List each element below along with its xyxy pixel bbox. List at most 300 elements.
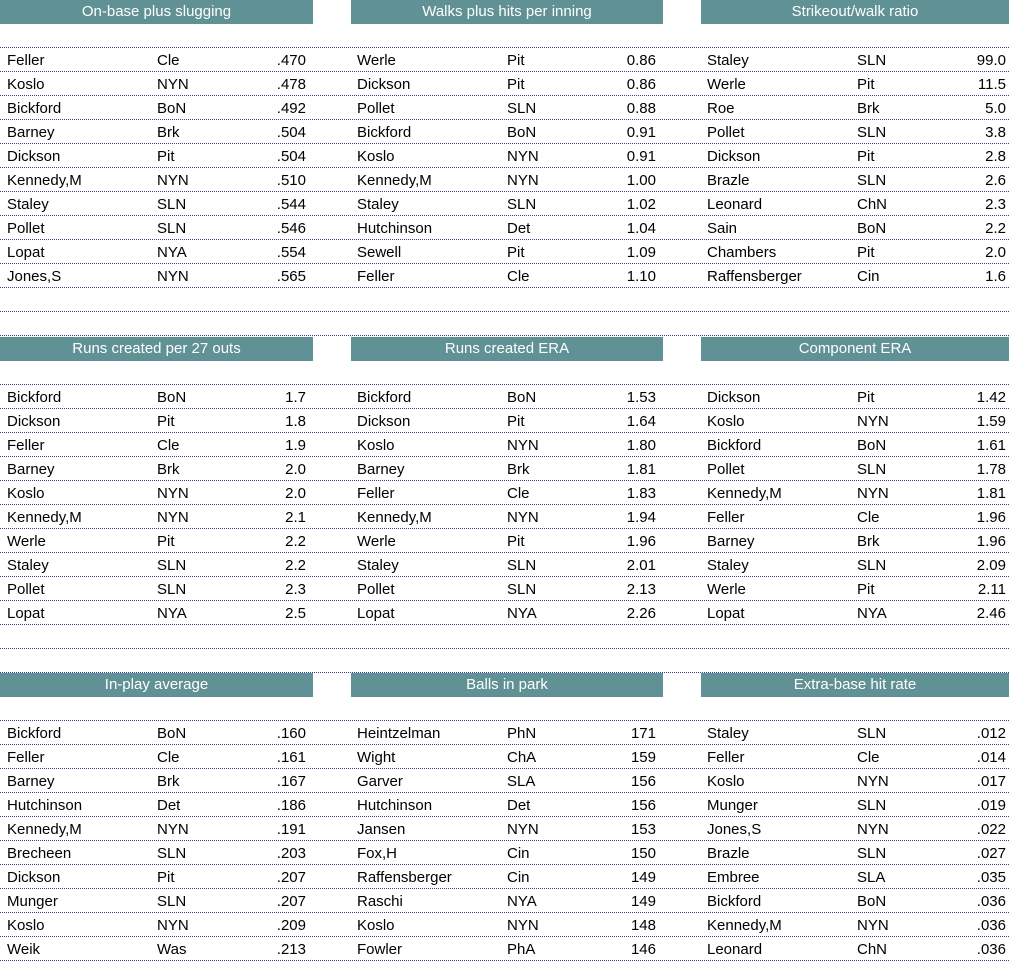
team-cell[interactable]: SLN <box>857 845 887 862</box>
player-name-cell[interactable]: Hutchinson <box>357 797 433 814</box>
stat-value-cell[interactable]: 1.9 <box>285 437 306 454</box>
player-name-cell[interactable]: Garver <box>357 773 403 790</box>
player-name-cell[interactable]: Koslo <box>7 76 45 93</box>
table-row[interactable] <box>0 745 1009 769</box>
team-cell[interactable]: Det <box>507 220 531 237</box>
team-cell[interactable]: SLN <box>157 220 187 237</box>
team-cell[interactable]: SLA <box>857 869 886 886</box>
table-row[interactable] <box>0 937 1009 961</box>
stat-value-cell[interactable]: 1.78 <box>976 461 1006 478</box>
team-cell[interactable]: BoN <box>857 437 887 454</box>
stat-value-cell[interactable]: .036 <box>976 917 1006 934</box>
team-cell[interactable]: NYN <box>857 485 889 502</box>
player-name-cell[interactable]: Jones,S <box>707 821 762 838</box>
player-name-cell[interactable]: Staley <box>7 196 49 213</box>
table-row[interactable] <box>0 240 1009 264</box>
player-name-cell[interactable]: Kennedy,M <box>7 509 82 526</box>
team-cell[interactable]: SLN <box>157 893 187 910</box>
table-row[interactable] <box>0 817 1009 841</box>
stat-value-cell[interactable]: 1.81 <box>626 461 656 478</box>
team-cell[interactable]: NYN <box>157 76 189 93</box>
player-name-cell[interactable]: Staley <box>7 557 49 574</box>
team-cell[interactable]: NYN <box>157 485 189 502</box>
stat-value-cell[interactable]: 149 <box>630 869 656 886</box>
player-name-cell[interactable]: Raffensberger <box>357 869 452 886</box>
player-name-cell[interactable]: Koslo <box>7 917 45 934</box>
player-name-cell[interactable]: Barney <box>7 461 55 478</box>
table-row[interactable] <box>0 577 1009 601</box>
team-cell[interactable]: SLN <box>857 725 887 742</box>
stat-value-cell[interactable]: 99.0 <box>976 52 1006 69</box>
blank-row[interactable] <box>0 288 1009 312</box>
stat-value-cell[interactable]: 2.11 <box>977 581 1006 598</box>
player-name-cell[interactable]: Embree <box>707 869 760 886</box>
stat-value-cell[interactable]: 2.3 <box>285 581 306 598</box>
stat-value-cell[interactable]: 2.0 <box>285 461 306 478</box>
table-row[interactable] <box>0 481 1009 505</box>
stat-value-cell[interactable]: 1.94 <box>626 509 656 526</box>
stat-value-cell[interactable]: 148 <box>630 917 656 934</box>
stat-value-cell[interactable]: .470 <box>276 52 306 69</box>
player-name-cell[interactable]: Bickford <box>707 893 762 910</box>
stat-value-cell[interactable]: 2.46 <box>976 605 1006 622</box>
player-name-cell[interactable]: Werle <box>707 581 746 598</box>
team-cell[interactable]: BoN <box>157 100 187 117</box>
player-name-cell[interactable]: Sewell <box>357 244 402 261</box>
category-header[interactable]: Runs created per 27 outs <box>0 337 313 361</box>
player-name-cell[interactable]: Pollet <box>7 220 45 237</box>
blank-row[interactable] <box>0 625 1009 649</box>
stat-value-cell[interactable]: 1.83 <box>626 485 656 502</box>
team-cell[interactable]: ChA <box>507 749 537 766</box>
stat-value-cell[interactable]: 149 <box>630 893 656 910</box>
team-cell[interactable]: NYN <box>857 821 889 838</box>
team-cell[interactable]: Brk <box>157 461 180 478</box>
team-cell[interactable]: Cin <box>507 869 530 886</box>
player-name-cell[interactable]: Bickford <box>7 100 62 117</box>
team-cell[interactable]: SLN <box>507 557 537 574</box>
team-cell[interactable]: Pit <box>157 869 175 886</box>
stat-value-cell[interactable]: 1.96 <box>626 533 656 550</box>
team-cell[interactable]: Cle <box>157 749 180 766</box>
player-name-cell[interactable]: Bickford <box>357 124 412 141</box>
player-name-cell[interactable]: Heintzelman <box>357 725 441 742</box>
player-name-cell[interactable]: Kennedy,M <box>7 821 82 838</box>
team-cell[interactable]: SLN <box>157 845 187 862</box>
stat-value-cell[interactable]: .036 <box>976 893 1006 910</box>
table-row[interactable] <box>0 913 1009 937</box>
team-cell[interactable]: NYA <box>157 605 187 622</box>
table-row[interactable] <box>0 529 1009 553</box>
table-row[interactable] <box>0 793 1009 817</box>
blank-row[interactable] <box>0 649 1009 673</box>
player-name-cell[interactable]: Fowler <box>357 941 403 958</box>
table-row[interactable] <box>0 385 1009 409</box>
player-name-cell[interactable]: Raschi <box>357 893 403 910</box>
team-cell[interactable]: SLN <box>857 124 887 141</box>
stat-value-cell[interactable]: 2.3 <box>985 196 1006 213</box>
team-cell[interactable]: Pit <box>857 581 875 598</box>
category-header[interactable]: Extra-base hit rate <box>701 673 1009 697</box>
player-name-cell[interactable]: Wight <box>357 749 396 766</box>
team-cell[interactable]: Cle <box>507 485 530 502</box>
player-name-cell[interactable]: Werle <box>707 76 746 93</box>
team-cell[interactable]: Brk <box>507 461 530 478</box>
player-name-cell[interactable]: Koslo <box>357 917 395 934</box>
player-name-cell[interactable]: Kennedy,M <box>7 172 82 189</box>
player-name-cell[interactable]: Feller <box>7 749 45 766</box>
team-cell[interactable]: Pit <box>507 76 525 93</box>
stat-value-cell[interactable]: .554 <box>276 244 306 261</box>
stat-value-cell[interactable]: .035 <box>976 869 1006 886</box>
stat-value-cell[interactable]: .167 <box>276 773 306 790</box>
stat-value-cell[interactable]: .565 <box>276 268 306 285</box>
team-cell[interactable]: BoN <box>857 893 887 910</box>
player-name-cell[interactable]: Koslo <box>707 413 745 430</box>
team-cell[interactable]: NYN <box>157 821 189 838</box>
player-name-cell[interactable]: Dickson <box>7 148 61 165</box>
stat-value-cell[interactable]: 0.91 <box>626 124 656 141</box>
player-name-cell[interactable]: Koslo <box>7 485 45 502</box>
stat-value-cell[interactable]: 159 <box>630 749 656 766</box>
team-cell[interactable]: NYN <box>507 437 539 454</box>
player-name-cell[interactable]: Werle <box>7 533 46 550</box>
stat-value-cell[interactable]: 2.09 <box>976 557 1006 574</box>
team-cell[interactable]: ChN <box>857 196 888 213</box>
team-cell[interactable]: NYN <box>507 172 539 189</box>
player-name-cell[interactable]: Kennedy,M <box>707 917 782 934</box>
stat-value-cell[interactable]: 2.01 <box>626 557 656 574</box>
stat-value-cell[interactable]: 1.04 <box>626 220 656 237</box>
team-cell[interactable]: Pit <box>857 244 875 261</box>
table-row[interactable] <box>0 457 1009 481</box>
team-cell[interactable]: SLN <box>157 557 187 574</box>
team-cell[interactable]: Brk <box>857 533 880 550</box>
stat-value-cell[interactable]: 0.91 <box>626 148 656 165</box>
player-name-cell[interactable]: Chambers <box>707 244 777 261</box>
stat-value-cell[interactable]: 1.8 <box>285 413 306 430</box>
stat-value-cell[interactable]: 1.02 <box>626 196 656 213</box>
player-name-cell[interactable]: Pollet <box>357 100 395 117</box>
team-cell[interactable]: Pit <box>157 533 175 550</box>
stat-value-cell[interactable]: 0.86 <box>626 76 656 93</box>
team-cell[interactable]: Cle <box>857 749 880 766</box>
stat-value-cell[interactable]: 2.6 <box>985 172 1006 189</box>
team-cell[interactable]: Pit <box>507 413 525 430</box>
team-cell[interactable]: NYN <box>507 509 539 526</box>
team-cell[interactable]: Pit <box>507 244 525 261</box>
team-cell[interactable]: Cle <box>157 437 180 454</box>
team-cell[interactable]: SLN <box>857 797 887 814</box>
stat-value-cell[interactable]: .036 <box>976 941 1006 958</box>
player-name-cell[interactable]: Fox,H <box>357 845 398 862</box>
team-cell[interactable]: Pit <box>507 52 525 69</box>
stat-value-cell[interactable]: 0.86 <box>626 52 656 69</box>
category-header[interactable]: Runs created ERA <box>351 337 663 361</box>
team-cell[interactable]: Cin <box>857 268 880 285</box>
team-cell[interactable]: NYA <box>507 605 537 622</box>
team-cell[interactable]: NYN <box>507 821 539 838</box>
team-cell[interactable]: NYN <box>507 148 539 165</box>
table-row[interactable] <box>0 505 1009 529</box>
stat-value-cell[interactable]: .022 <box>976 821 1006 838</box>
team-cell[interactable]: BoN <box>157 389 187 406</box>
player-name-cell[interactable]: Pollet <box>357 581 395 598</box>
team-cell[interactable]: Was <box>157 941 187 958</box>
player-name-cell[interactable]: Barney <box>7 773 55 790</box>
team-cell[interactable]: SLN <box>507 581 537 598</box>
player-name-cell[interactable]: Brazle <box>707 845 750 862</box>
player-name-cell[interactable]: Lopat <box>7 244 45 261</box>
team-cell[interactable]: NYN <box>157 509 189 526</box>
player-name-cell[interactable]: Staley <box>707 725 749 742</box>
stat-value-cell[interactable]: 2.26 <box>626 605 656 622</box>
team-cell[interactable]: Pit <box>507 533 525 550</box>
table-row[interactable] <box>0 433 1009 457</box>
stat-value-cell[interactable]: .504 <box>276 124 306 141</box>
player-name-cell[interactable]: Dickson <box>707 389 761 406</box>
table-row[interactable] <box>0 144 1009 168</box>
player-name-cell[interactable]: Lopat <box>7 605 45 622</box>
table-row[interactable] <box>0 889 1009 913</box>
player-name-cell[interactable]: Feller <box>707 509 745 526</box>
stat-value-cell[interactable]: .161 <box>276 749 306 766</box>
table-row[interactable] <box>0 120 1009 144</box>
team-cell[interactable]: SLN <box>507 100 537 117</box>
player-name-cell[interactable]: Bickford <box>7 725 62 742</box>
table-row[interactable] <box>0 865 1009 889</box>
stat-value-cell[interactable]: .186 <box>276 797 306 814</box>
player-name-cell[interactable]: Leonard <box>707 941 763 958</box>
stat-value-cell[interactable]: .160 <box>276 725 306 742</box>
team-cell[interactable]: Pit <box>157 413 175 430</box>
player-name-cell[interactable]: Dickson <box>357 76 411 93</box>
blank-row[interactable] <box>0 24 1009 48</box>
player-name-cell[interactable]: Feller <box>357 268 395 285</box>
team-cell[interactable]: Pit <box>857 148 875 165</box>
player-name-cell[interactable]: Kennedy,M <box>357 509 432 526</box>
stat-value-cell[interactable]: 156 <box>630 773 656 790</box>
team-cell[interactable]: Det <box>507 797 531 814</box>
player-name-cell[interactable]: Feller <box>7 437 45 454</box>
team-cell[interactable]: NYA <box>857 605 887 622</box>
stat-value-cell[interactable]: 5.0 <box>985 100 1006 117</box>
stat-value-cell[interactable]: .207 <box>276 893 306 910</box>
table-row[interactable] <box>0 721 1009 745</box>
table-row[interactable] <box>0 769 1009 793</box>
table-row[interactable] <box>0 96 1009 120</box>
player-name-cell[interactable]: Staley <box>357 196 399 213</box>
stat-value-cell[interactable]: 2.2 <box>285 533 306 550</box>
stat-value-cell[interactable]: .546 <box>276 220 306 237</box>
stat-value-cell[interactable]: .504 <box>276 148 306 165</box>
team-cell[interactable]: NYA <box>157 244 187 261</box>
team-cell[interactable]: SLN <box>857 172 887 189</box>
stat-value-cell[interactable]: .492 <box>276 100 306 117</box>
player-name-cell[interactable]: Brecheen <box>7 845 72 862</box>
team-cell[interactable]: Pit <box>857 389 875 406</box>
team-cell[interactable]: SLN <box>857 461 887 478</box>
stat-value-cell[interactable]: 171 <box>630 725 656 742</box>
stat-value-cell[interactable]: 2.0 <box>985 244 1006 261</box>
stat-value-cell[interactable]: 2.0 <box>285 485 306 502</box>
player-name-cell[interactable]: Staley <box>357 557 399 574</box>
player-name-cell[interactable]: Kennedy,M <box>707 485 782 502</box>
player-name-cell[interactable]: Pollet <box>707 461 745 478</box>
player-name-cell[interactable]: Bickford <box>357 389 412 406</box>
team-cell[interactable]: BoN <box>857 220 887 237</box>
stat-value-cell[interactable]: 1.09 <box>626 244 656 261</box>
stat-value-cell[interactable]: 2.5 <box>285 605 306 622</box>
stat-value-cell[interactable]: .207 <box>276 869 306 886</box>
stat-value-cell[interactable]: 2.2 <box>285 557 306 574</box>
team-cell[interactable]: BoN <box>507 124 537 141</box>
team-cell[interactable]: NYN <box>857 917 889 934</box>
stat-value-cell[interactable]: 1.00 <box>626 172 656 189</box>
player-name-cell[interactable]: Koslo <box>357 437 395 454</box>
table-row[interactable] <box>0 553 1009 577</box>
player-name-cell[interactable]: Roe <box>707 100 735 117</box>
team-cell[interactable]: SLA <box>507 773 536 790</box>
player-name-cell[interactable]: Lopat <box>357 605 395 622</box>
stat-value-cell[interactable]: .544 <box>276 196 306 213</box>
team-cell[interactable]: NYN <box>857 773 889 790</box>
player-name-cell[interactable]: Feller <box>357 485 395 502</box>
player-name-cell[interactable]: Dickson <box>7 413 61 430</box>
table-row[interactable] <box>0 601 1009 625</box>
stat-value-cell[interactable]: .019 <box>976 797 1006 814</box>
team-cell[interactable]: BoN <box>157 725 187 742</box>
stat-value-cell[interactable]: 1.80 <box>626 437 656 454</box>
table-row[interactable] <box>0 409 1009 433</box>
player-name-cell[interactable]: Weik <box>7 941 41 958</box>
stat-value-cell[interactable]: 156 <box>630 797 656 814</box>
category-header[interactable]: On-base plus slugging <box>0 0 313 24</box>
blank-row[interactable] <box>0 697 1009 721</box>
player-name-cell[interactable]: Hutchinson <box>7 797 83 814</box>
category-header[interactable]: Strikeout/walk ratio <box>701 0 1009 24</box>
stat-value-cell[interactable]: .027 <box>976 845 1006 862</box>
stat-value-cell[interactable]: .203 <box>276 845 306 862</box>
player-name-cell[interactable]: Raffensberger <box>707 268 802 285</box>
team-cell[interactable]: Cin <box>507 845 530 862</box>
table-row[interactable] <box>0 216 1009 240</box>
table-row[interactable] <box>0 192 1009 216</box>
team-cell[interactable]: BoN <box>507 389 537 406</box>
team-cell[interactable]: SLN <box>157 196 187 213</box>
player-name-cell[interactable]: Brazle <box>707 172 750 189</box>
table-row[interactable] <box>0 841 1009 865</box>
player-name-cell[interactable]: Munger <box>7 893 58 910</box>
player-name-cell[interactable]: Lopat <box>707 605 745 622</box>
player-name-cell[interactable]: Koslo <box>357 148 395 165</box>
stat-value-cell[interactable]: 1.96 <box>976 533 1006 550</box>
stat-value-cell[interactable]: 2.13 <box>626 581 656 598</box>
player-name-cell[interactable]: Bickford <box>7 389 62 406</box>
player-name-cell[interactable]: Barney <box>707 533 755 550</box>
player-name-cell[interactable]: Hutchinson <box>357 220 433 237</box>
player-name-cell[interactable]: Munger <box>707 797 758 814</box>
player-name-cell[interactable]: Bickford <box>707 437 762 454</box>
team-cell[interactable]: SLN <box>857 52 887 69</box>
stat-value-cell[interactable]: .191 <box>276 821 306 838</box>
player-name-cell[interactable]: Feller <box>7 52 45 69</box>
team-cell[interactable]: NYN <box>157 172 189 189</box>
stat-value-cell[interactable]: 153 <box>630 821 656 838</box>
table-row[interactable] <box>0 264 1009 288</box>
player-name-cell[interactable]: Dickson <box>357 413 411 430</box>
category-header[interactable]: Component ERA <box>701 337 1009 361</box>
team-cell[interactable]: Cle <box>857 509 880 526</box>
player-name-cell[interactable]: Feller <box>707 749 745 766</box>
player-name-cell[interactable]: Jansen <box>357 821 406 838</box>
player-name-cell[interactable]: Pollet <box>7 581 45 598</box>
blank-row[interactable] <box>0 361 1009 385</box>
team-cell[interactable]: ChN <box>857 941 888 958</box>
team-cell[interactable]: NYA <box>507 893 537 910</box>
player-name-cell[interactable]: Pollet <box>707 124 745 141</box>
stat-value-cell[interactable]: 1.81 <box>976 485 1006 502</box>
stat-value-cell[interactable]: 2.8 <box>985 148 1006 165</box>
team-cell[interactable]: Pit <box>157 148 175 165</box>
team-cell[interactable]: Det <box>157 797 181 814</box>
team-cell[interactable]: PhN <box>507 725 537 742</box>
stat-value-cell[interactable]: .014 <box>976 749 1006 766</box>
team-cell[interactable]: Brk <box>857 100 880 117</box>
team-cell[interactable]: Pit <box>857 76 875 93</box>
stat-value-cell[interactable]: 146 <box>630 941 656 958</box>
stat-value-cell[interactable]: 1.6 <box>985 268 1006 285</box>
team-cell[interactable]: NYN <box>857 413 889 430</box>
stat-value-cell[interactable]: 1.42 <box>976 389 1006 406</box>
player-name-cell[interactable]: Staley <box>707 557 749 574</box>
player-name-cell[interactable]: Dickson <box>707 148 761 165</box>
stat-value-cell[interactable]: .012 <box>976 725 1006 742</box>
stat-value-cell[interactable]: .510 <box>276 172 306 189</box>
player-name-cell[interactable]: Barney <box>7 124 55 141</box>
stat-value-cell[interactable]: 150 <box>630 845 656 862</box>
team-cell[interactable]: SLN <box>507 196 537 213</box>
stat-value-cell[interactable]: .209 <box>276 917 306 934</box>
stat-value-cell[interactable]: 1.61 <box>976 437 1006 454</box>
stat-value-cell[interactable]: 1.10 <box>626 268 656 285</box>
team-cell[interactable]: SLN <box>157 581 187 598</box>
table-row[interactable] <box>0 48 1009 72</box>
player-name-cell[interactable]: Barney <box>357 461 405 478</box>
player-name-cell[interactable]: Werle <box>357 533 396 550</box>
stat-value-cell[interactable]: 1.53 <box>626 389 656 406</box>
player-name-cell[interactable]: Sain <box>707 220 738 237</box>
stat-value-cell[interactable]: .017 <box>976 773 1006 790</box>
player-name-cell[interactable]: Jones,S <box>7 268 62 285</box>
stat-value-cell[interactable]: 3.8 <box>985 124 1006 141</box>
stat-value-cell[interactable]: .213 <box>276 941 306 958</box>
category-header[interactable]: Balls in park <box>351 673 663 697</box>
stat-value-cell[interactable]: 1.64 <box>626 413 656 430</box>
player-name-cell[interactable]: Dickson <box>7 869 61 886</box>
team-cell[interactable]: Brk <box>157 124 180 141</box>
category-header[interactable]: In-play average <box>0 673 313 697</box>
stat-value-cell[interactable]: 11.5 <box>977 76 1006 93</box>
team-cell[interactable]: NYN <box>157 268 189 285</box>
stat-value-cell[interactable]: 2.2 <box>985 220 1006 237</box>
table-row[interactable] <box>0 72 1009 96</box>
stat-value-cell[interactable]: .478 <box>276 76 306 93</box>
player-name-cell[interactable]: Kennedy,M <box>357 172 432 189</box>
stat-value-cell[interactable]: 1.96 <box>976 509 1006 526</box>
team-cell[interactable]: Brk <box>157 773 180 790</box>
stat-value-cell[interactable]: 1.59 <box>976 413 1006 430</box>
